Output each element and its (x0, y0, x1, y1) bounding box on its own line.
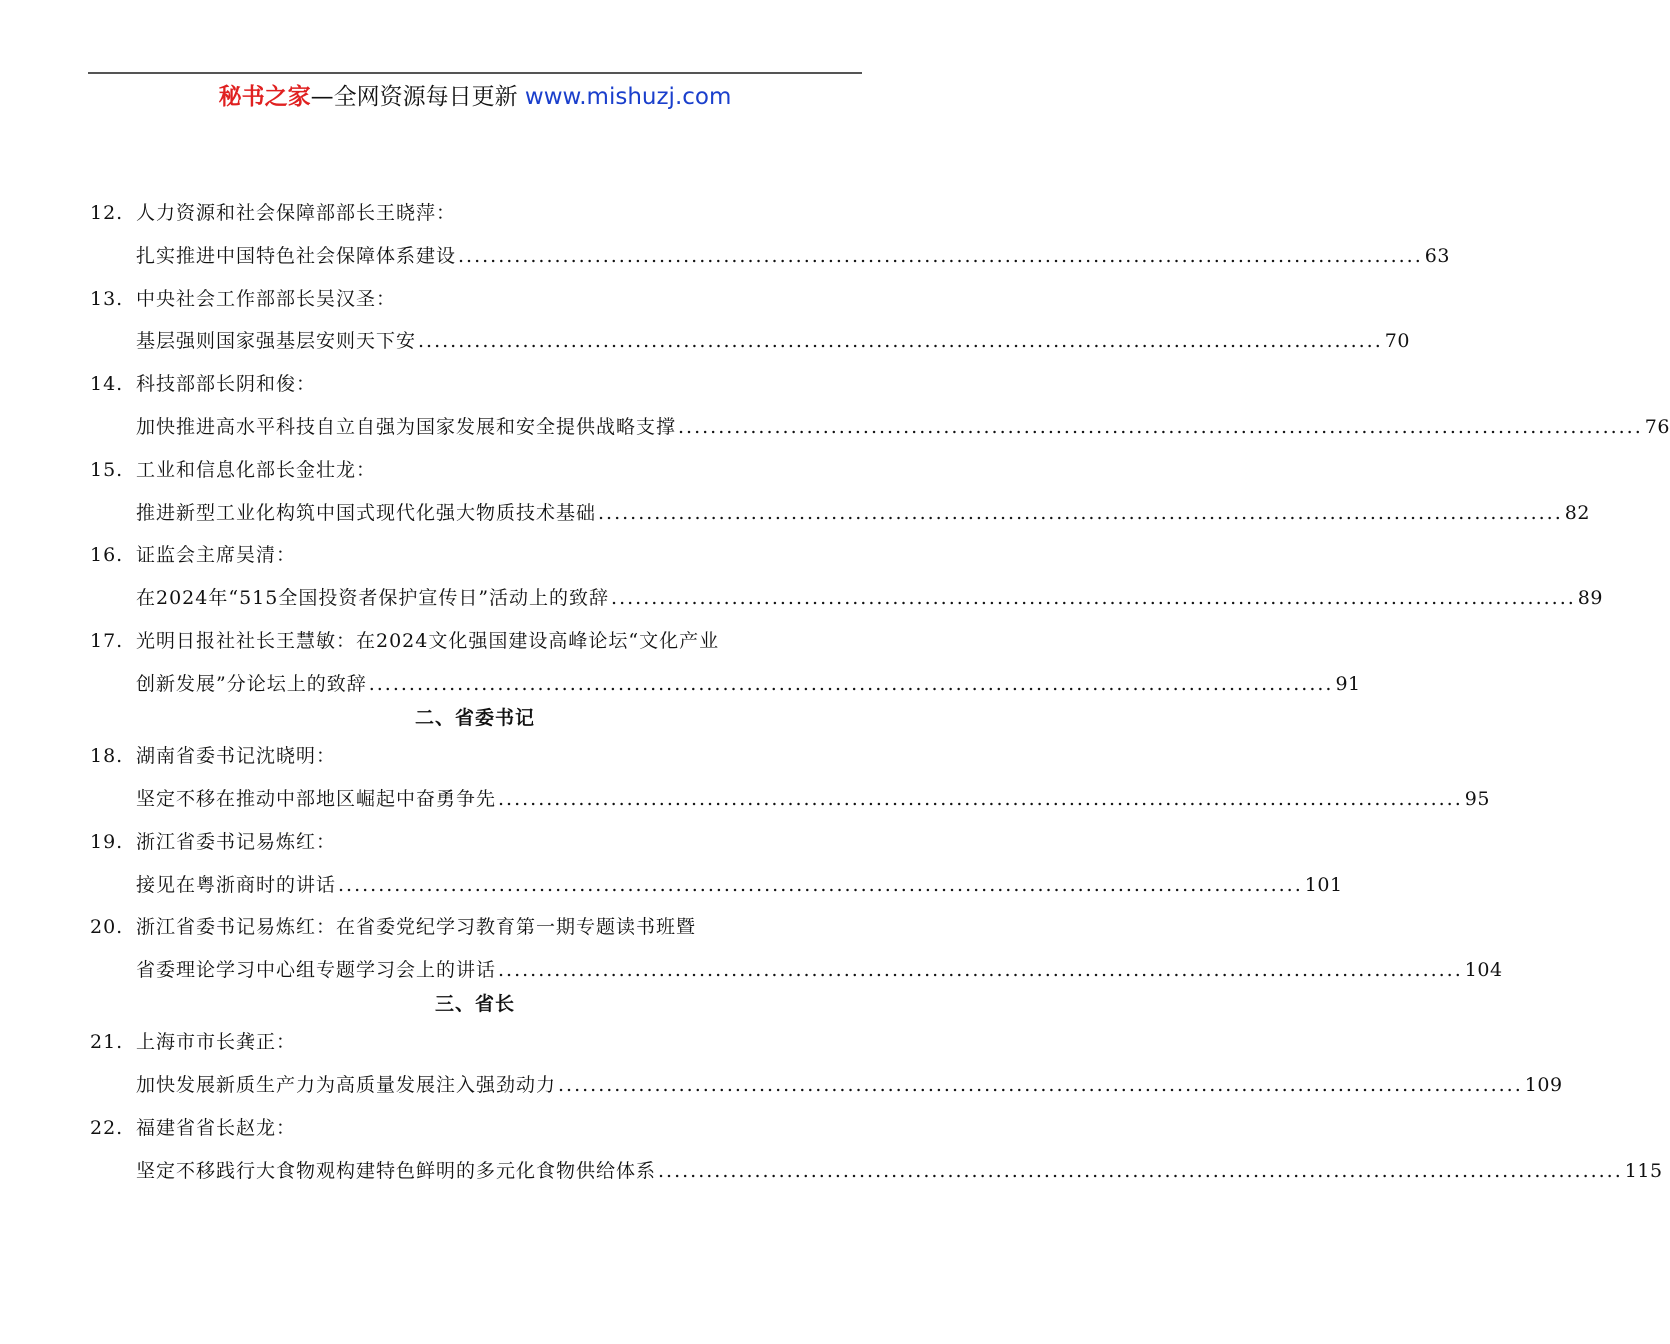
toc-entry-12-title[interactable] (136, 242, 1450, 270)
entry-title: 在2024年“515全国投资者保护宣传日”活动上的致辞 (136, 587, 610, 609)
entry-title: 创新发展”分论坛上的致辞 (136, 673, 367, 695)
entry-number: 14. (90, 373, 124, 395)
entry-number: 16. (90, 544, 124, 566)
dot-leader: ........................................................................................................................ (598, 502, 1563, 524)
dot-leader: ........................................................................................................................ (368, 673, 1334, 695)
entry-number: 12. (90, 202, 124, 224)
toc-entry-19-title[interactable] (136, 871, 1343, 899)
dot-leader: ........................................................................................................................ (498, 959, 1463, 981)
toc-entry-13-title[interactable] (136, 327, 1410, 355)
brand-name: 秘书之家 (218, 84, 311, 110)
entry-number: 19. (90, 831, 124, 853)
page-number: 76 (1644, 416, 1670, 438)
entry-title: 省委理论学习中心组专题学习会上的讲话 (136, 959, 497, 981)
toc-entry-22-heading (90, 1114, 296, 1142)
entry-number: 18. (90, 745, 124, 767)
entry-speaker: 浙江省委书记易炼红： (136, 831, 337, 853)
toc-entry-14-title[interactable] (136, 413, 1670, 441)
page-number: 101 (1304, 874, 1343, 896)
toc-entry-21-title[interactable] (136, 1071, 1563, 1099)
entry-title: 扎实推进中国特色社会保障体系建设 (136, 245, 457, 267)
entry-title: 坚定不移在推动中部地区崛起中奋勇争先 (136, 788, 497, 810)
entry-number: 15. (90, 459, 124, 481)
entry-number: 20. (90, 916, 124, 938)
toc-entry-21-heading (90, 1028, 296, 1056)
entry-speaker: 湖南省委书记沈晓明： (136, 745, 337, 767)
toc-entry-17-heading (90, 627, 719, 655)
toc-entry-22-title[interactable] (136, 1157, 1663, 1185)
dot-leader: ........................................................................................................................ (458, 245, 1423, 267)
entry-speaker: 上海市市长龚正： (136, 1031, 297, 1053)
page-number: 115 (1624, 1160, 1663, 1182)
dot-leader: ........................................................................................................................ (658, 1160, 1623, 1182)
toc-entry-17-title[interactable] (136, 670, 1361, 698)
toc-entry-16-heading (90, 541, 296, 569)
toc-entry-20-title[interactable] (136, 956, 1503, 984)
section-title-provincial-secretaries: 二、省委书记 (414, 707, 535, 729)
entry-speaker: 人力资源和社会保障部部长王晓萍： (136, 202, 457, 224)
dot-leader: ........................................................................................................................ (678, 416, 1643, 438)
page-number: 82 (1564, 502, 1590, 524)
entry-speaker: 浙江省委书记易炼红：在省委党纪学习教育第一期专题读书班暨 (136, 916, 697, 938)
header-tagline: —全网资源每日更新 (310, 84, 518, 110)
toc-entry-16-title[interactable] (136, 584, 1603, 612)
entry-number: 17. (90, 630, 124, 652)
entry-number: 22. (90, 1117, 124, 1139)
toc-entry-14-heading (90, 370, 316, 398)
toc-entry-18-heading (90, 742, 336, 770)
dot-leader: ........................................................................................................................ (558, 1074, 1523, 1096)
toc-entry-15-title[interactable] (136, 499, 1590, 527)
entry-title: 加快发展新质生产力为高质量发展注入强劲动力 (136, 1074, 557, 1096)
page-number: 70 (1384, 330, 1410, 352)
entry-speaker: 科技部部长阴和俊： (136, 373, 317, 395)
site-url-link[interactable]: www.mishuzj.com (524, 84, 732, 110)
dot-leader: ........................................................................................................................ (418, 330, 1383, 352)
entry-title: 推进新型工业化构筑中国式现代化强大物质技术基础 (136, 502, 597, 524)
entry-title: 基层强则国家强基层安则天下安 (136, 330, 417, 352)
entry-speaker: 福建省省长赵龙： (136, 1117, 297, 1139)
page-number: 89 (1577, 587, 1603, 609)
entry-number: 21. (90, 1031, 124, 1053)
page-number: 109 (1524, 1074, 1563, 1096)
entry-number: 13. (90, 288, 124, 310)
page-number: 91 (1335, 673, 1361, 695)
toc-entry-13-heading (90, 285, 396, 313)
section-title-governors: 三、省长 (434, 993, 515, 1015)
entry-title: 接见在粤浙商时的讲话 (136, 874, 337, 896)
entry-title: 坚定不移践行大食物观构建特色鲜明的多元化食物供给体系 (136, 1160, 657, 1182)
toc-entry-19-heading (90, 828, 336, 856)
entry-title: 加快推进高水平科技自立自强为国家发展和安全提供战略支撑 (136, 416, 677, 438)
dot-leader: ........................................................................................................................ (498, 788, 1463, 810)
page-number: 95 (1464, 788, 1490, 810)
toc-entry-18-title[interactable] (136, 785, 1490, 813)
entry-speaker: 证监会主席吴清： (136, 544, 297, 566)
entry-speaker: 中央社会工作部部长吴汉圣： (136, 288, 397, 310)
page-number: 63 (1424, 245, 1450, 267)
dot-leader: ........................................................................................................................ (338, 874, 1303, 896)
dot-leader: ........................................................................................................................ (611, 587, 1576, 609)
entry-speaker: 工业和信息化部长金壮龙： (136, 459, 377, 481)
toc-entry-12-heading (90, 199, 456, 227)
entry-speaker: 光明日报社社长王慧敏：在2024文化强国建设高峰论坛“文化产业 (136, 630, 720, 652)
page-number: 104 (1464, 959, 1503, 981)
toc-entry-20-heading (90, 913, 696, 941)
toc-entry-15-heading (90, 456, 376, 484)
